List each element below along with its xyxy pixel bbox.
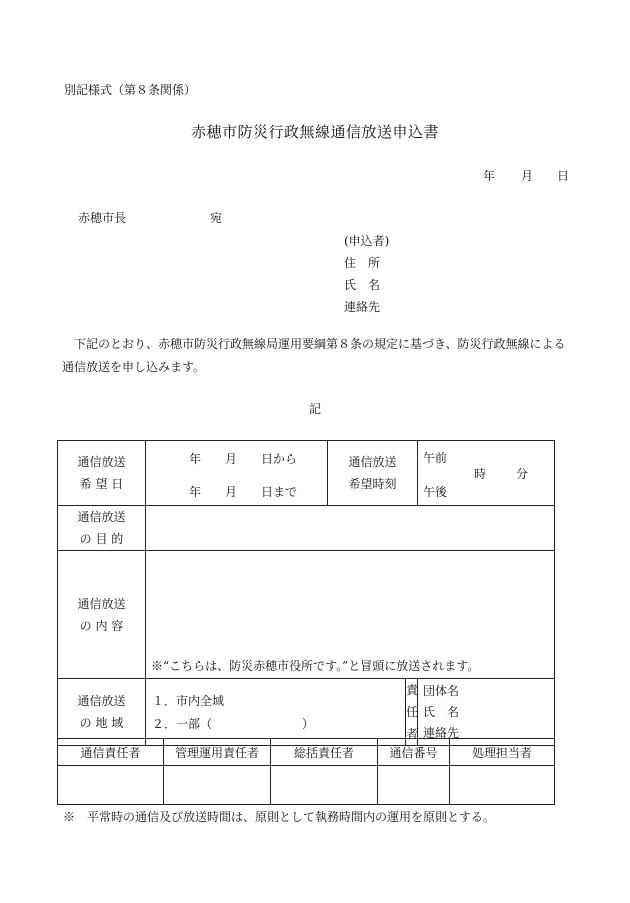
desired-date-label xyxy=(58,441,146,506)
area-option-partial-close: ） xyxy=(302,717,315,731)
stamp-general-responsible[interactable] xyxy=(271,766,378,805)
stamp-handler[interactable] xyxy=(450,766,555,805)
area-option-partial: ２．一部（ xyxy=(152,717,213,731)
content-label-line1: 通信放送 xyxy=(77,596,126,611)
applicant-name-label: 氏 名 xyxy=(344,278,381,292)
addressee-name: 赤穂市長 xyxy=(78,211,127,225)
content-label xyxy=(58,551,146,679)
group-name-label: 団体名 xyxy=(423,684,460,698)
content-note: ※“こちらは、防災赤穂市役所です。”と冒頭に放送されます。 xyxy=(151,659,480,673)
desired-time-label-line1: 通信放送 xyxy=(348,455,397,469)
form-label: 別記様式（第８条関係） xyxy=(64,83,197,97)
purpose-field[interactable] xyxy=(146,506,555,551)
header-comm-number: 通信番号 xyxy=(378,739,450,766)
stamp-comm-responsible[interactable] xyxy=(58,766,164,805)
stamp-admin-responsible[interactable] xyxy=(164,766,271,805)
content-label-line2: の 内 容 xyxy=(79,618,124,633)
desired-date-label-line2: 希 望 日 xyxy=(79,477,124,491)
hour-label: 時 xyxy=(474,467,487,481)
desired-time-field[interactable] xyxy=(418,441,555,506)
purpose-label-line1: 通信放送 xyxy=(77,510,126,524)
date-year: 年 xyxy=(483,169,496,183)
date-day: 日 xyxy=(557,169,570,183)
applicant-contact-label: 連絡先 xyxy=(344,300,381,314)
contact-label: 連絡先 xyxy=(423,726,460,740)
minute-label: 分 xyxy=(516,467,529,481)
area-option-all: １．市内全域 xyxy=(152,694,225,708)
responsible-field[interactable] xyxy=(418,679,555,746)
header-comm-responsible: 通信責任者 xyxy=(58,739,164,766)
applicant-address-label: 住 所 xyxy=(344,256,381,270)
desired-time-label xyxy=(328,441,418,506)
area-field[interactable] xyxy=(146,679,406,746)
desired-time-label-line2: 希望時刻 xyxy=(348,477,397,491)
date-month: 月 xyxy=(521,169,534,183)
footnote: ※ 平常時の通信及び放送時間は、原則として執務時間内の運用を原則とする。 xyxy=(63,810,496,824)
area-label-line2: の 地 域 xyxy=(79,716,124,730)
purpose-label xyxy=(58,506,146,551)
ki-heading: 記 xyxy=(308,402,321,416)
content-field[interactable] xyxy=(146,551,555,679)
desired-date-label-line1: 通信放送 xyxy=(77,455,126,469)
header-general-responsible: 総括責任者 xyxy=(271,739,378,766)
header-handler: 処理担当者 xyxy=(450,739,555,766)
pm-label: 午後 xyxy=(423,485,448,499)
stamp-comm-number[interactable] xyxy=(378,766,450,805)
approval-table xyxy=(57,738,555,805)
desired-date-field[interactable] xyxy=(146,441,328,506)
date-from-text: 年 月 日から xyxy=(189,452,298,466)
applicant-heading: (申込者) xyxy=(344,234,390,248)
header-admin-responsible: 管理運用責任者 xyxy=(164,739,271,766)
date-to-text: 年 月 日まで xyxy=(189,485,298,499)
body-text: 下記のとおり、赤穂市防災行政無線局運用要綱第８条の規定に基づき、防災行政無線による通信放送を申し込みます。 xyxy=(62,337,566,374)
am-label: 午前 xyxy=(423,451,448,465)
purpose-label-line2: の 目 的 xyxy=(79,532,124,546)
addressee-suffix: 宛 xyxy=(210,211,223,225)
page-title: 赤穂市防災行政無線通信放送申込書 xyxy=(190,123,439,141)
application-table xyxy=(57,440,555,746)
area-label xyxy=(58,679,146,746)
person-name-label: 氏 名 xyxy=(423,705,460,719)
responsible-label-text: 責 任 者 xyxy=(406,683,419,741)
responsible-label xyxy=(406,679,418,746)
area-label-line1: 通信放送 xyxy=(77,694,126,708)
